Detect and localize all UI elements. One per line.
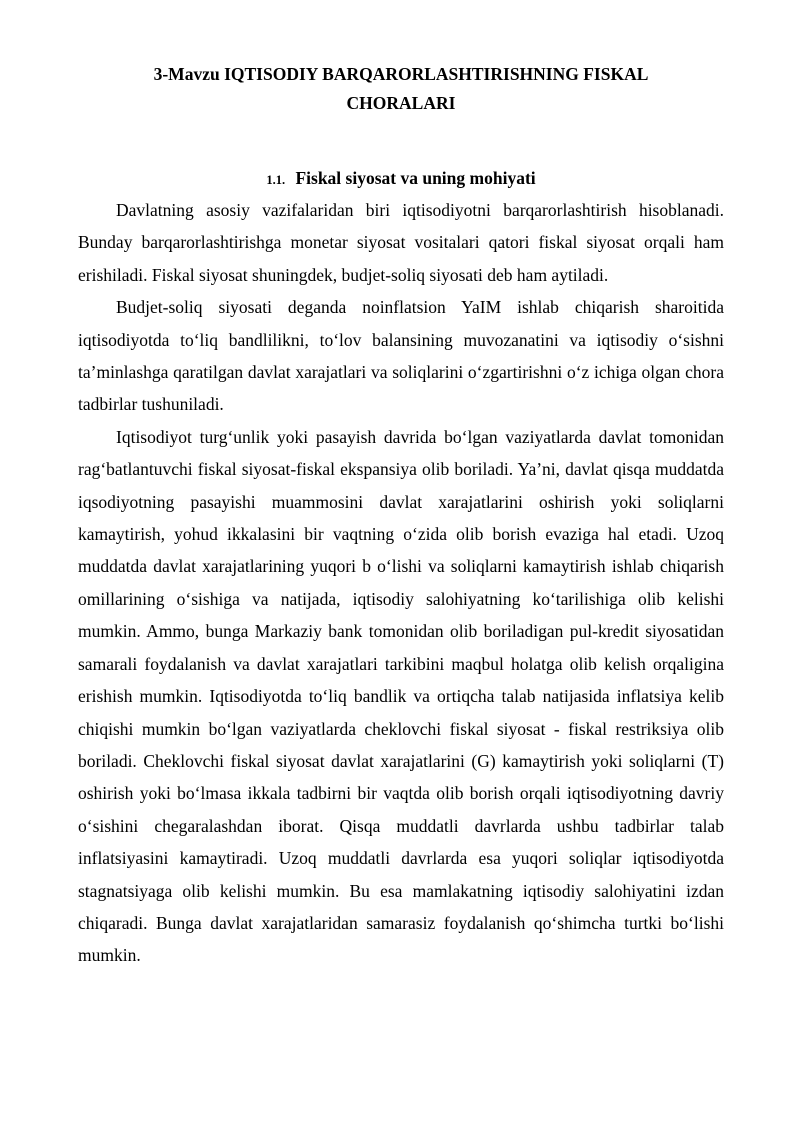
paragraph: Davlatning asosiy vazifalaridan biri iqtisodiyotni barqarorlashtirish hisoblanadi. Bunday barqarorlashtirishga monetar siyosat vositalari qatori fiskal siyosat orqali ham erishiladi. Fiskal siyosat shuningdek, budjet-soliq siyosati deb ham aytiladi.	[78, 200, 724, 285]
paragraph: Iqtisodiyot turg‘unlik yoki pasayish davrida bo‘lgan vaziyatlarda davlat tomonidan rag‘batlantuvchi fiskal siyosat-fiskal ekspansiya olib boriladi. Ya’ni, davlat qisqa muddatda iqsodiyotning pasayishi muammosini davlat xarajatlarini oshirish yoki soliqlarni kamaytirish, yohud ikkalasini bir vaqtning o‘zida olib borish evaziga hal etadi. Uzoq muddatda davlat xarajatlarining yuqori b o‘lishi va soliqlarni kamaytirish ishlab chiqarish omillarining o‘sishiga va natijada, iqtisodiy salohiyatning ko‘tarilishiga olib kelishi mumkin. Ammo, bunga Markaziy bank tomonidan olib boriladigan pul-kredit siyosatidan samarali foydalanish va davlat xarajatlari tarkibini maqbul holatga olib kelish orqaligina erishish mumkin. Iqtisodiyotda to‘liq bandlik va ortiqcha talab natijasida inflatsiya kelib chiqishi mumkin bo‘lgan vaziyatlarda cheklovchi fiskal siyosat - fiskal restriksiya olib boriladi. Cheklovchi fiskal siyosat davlat xarajatlarini (G) kamaytirish yoki soliqlarni (T) oshirish yoki bo‘lmasa ikkala tadbirni bir vaqtda olib borish orqali iqtisodiyotning davriy o‘sishini chegaralashdan iborat. Qisqa muddatli davrlarda ushbu tadbirlar talab inflatsiyasini kamaytiradi. Uzoq muddatli davrlarda esa yuqori soliqlar iqtisodiyotda stagnatsiyaga olib kelishi mumkin. Bu esa mamlakatning iqtisodiy salohiyatini izdan chiqaradi. Bunga davlat xarajatlaridan samarasiz foydalanish qo‘shimcha turtki bo‘lishi mumkin.	[78, 426, 724, 966]
document-title-line1: 3-Mavzu IQTISODIY BARQARORLASHTIRISHNING FISKAL	[153, 64, 649, 84]
section-heading	[78, 164, 724, 194]
document-title-line2: CHORALARI	[346, 93, 456, 113]
document-page	[78, 60, 724, 972]
section-number: 1.1.	[266, 173, 286, 187]
section-heading-text: Fiskal siyosat va uning mohiyati	[295, 168, 536, 188]
paragraph: Budjet-soliq siyosati deganda noinflatsion YaIM ishlab chiqarish sharoitida iqtisodiyotda to‘liq bandlilikni, to‘lov balansining muvozanatini va iqtisodiy o‘sishni ta’minlashga qaratilgan davlat xarajatlari va soliqlarini o‘zgartirishni o‘z ichiga olgan chora tadbirlar tushuniladi.	[78, 297, 724, 415]
document-title	[78, 60, 724, 118]
